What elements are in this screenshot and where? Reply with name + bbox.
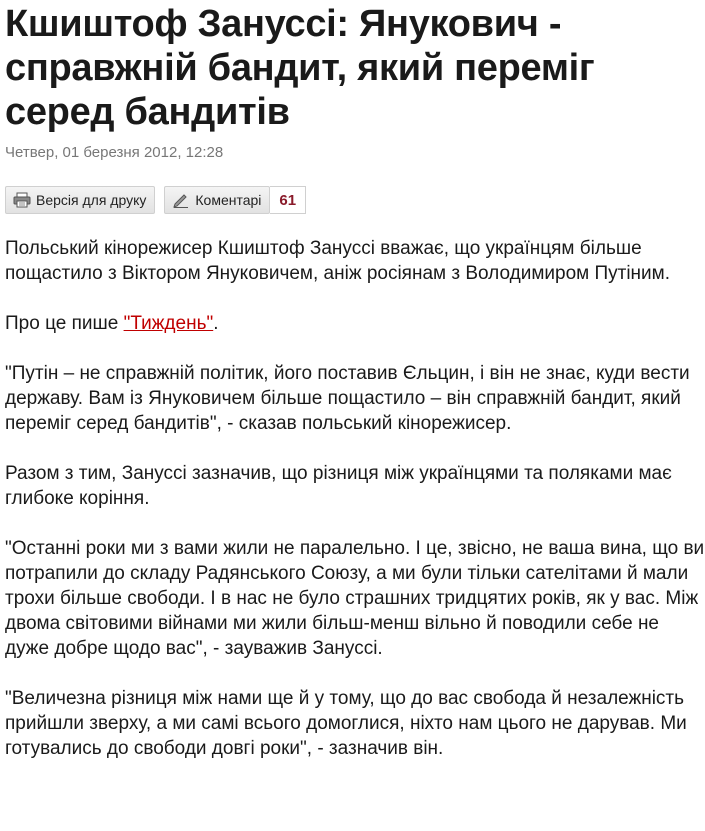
print-version-button[interactable] [5,186,155,214]
paragraph-1: Польський кінорежисер Кшиштоф Зануссі вважає, що українцям більше пощастило з Віктором Януковичем, аніж росіянам з Володимиром Путіним. [5,238,671,284]
paragraph-2 [5,311,705,336]
article-body [5,236,705,761]
print-version-label: Версія для друку [36,192,147,208]
source-prefix: Про це пише [5,313,124,334]
article [5,0,705,786]
comments-label: Коментарі [195,192,262,208]
comments-count-badge[interactable]: 61 [270,186,306,214]
printer-icon [12,191,32,209]
pencil-icon [171,191,191,209]
comments-button[interactable] [164,186,270,214]
source-suffix: . [213,313,219,334]
paragraph-3: "Путін – не справжній політик, його поставив Єльцин, і він не знає, куди вести державу. Вам із Януковичем більше пощастило – він справжній бандит, який переміг серед бандитів", - сказав польський кінорежисер. [5,363,690,434]
source-link[interactable]: "Тиждень" [123,313,214,334]
paragraph-5: "Останні роки ми з вами жили не паралельно. І це, звісно, не ваша вина, що ви потрапили до складу Радянського Союзу, а ми були тільки сателітами й мали трохи більше свободи. І в нас не було страшних тридцятих років, як у вас. Між двома світовими війнами ми жили більш-менш вільно й поводили себе не дуже добре щодо вас", - зауважив Зануссі. [5,538,705,659]
article-date: Четвер, 01 березня 2012, 12:28 [5,144,224,161]
paragraph-6: "Величезна різниця між нами ще й у тому, що до вас свобода й незалежність прийшли зверху, а ми самі всього домоглися, ніхто нам цього не дарував. Ми готувались до свободи довгі роки", - зазначив він. [5,688,687,759]
article-toolbar [5,186,705,214]
article-title: Кшиштоф Зануссі: Янукович - справжній бандит, який переміг серед бандитів [5,3,595,133]
paragraph-4: Разом з тим, Зануссі зазначив, що різниця між українцями та поляками має глибоке коріння. [5,463,672,509]
